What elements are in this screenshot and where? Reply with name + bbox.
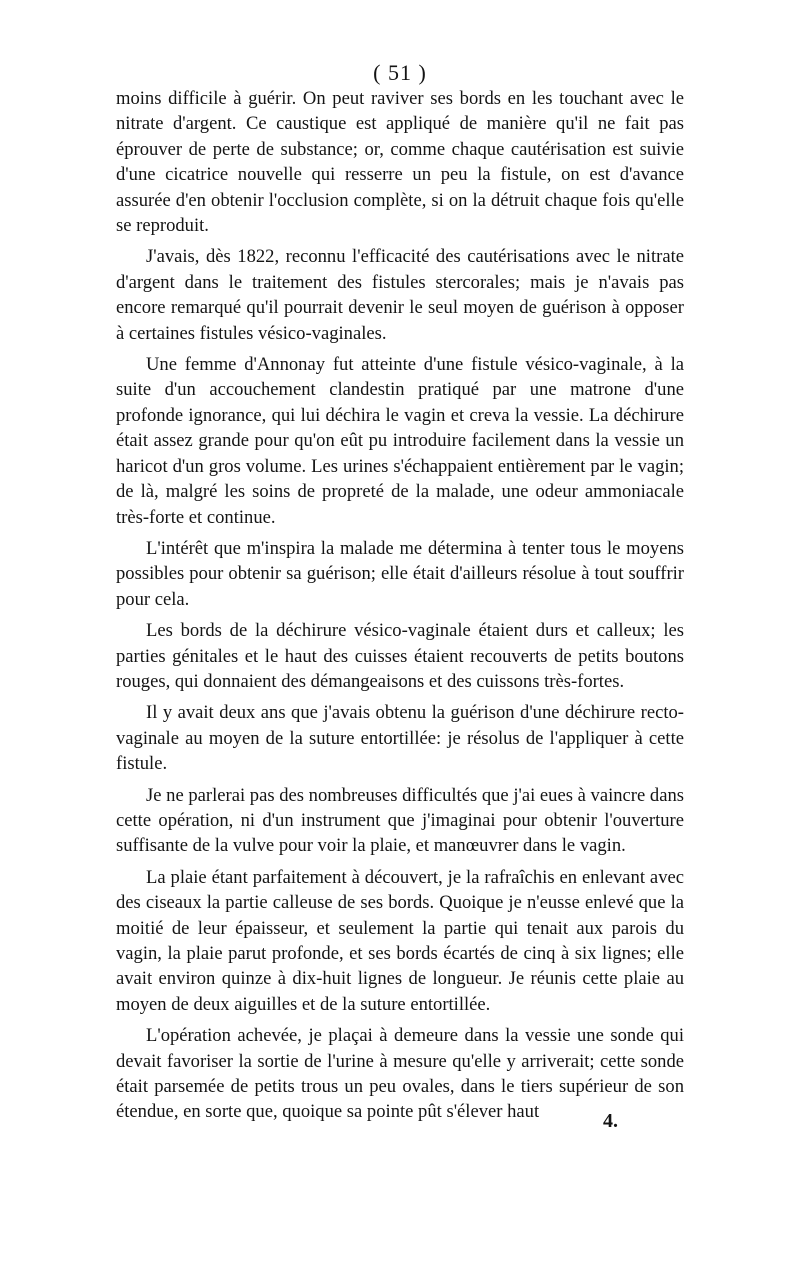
paragraph: Je ne parlerai pas des nombreuses difficultés que j'ai eues à vaincre dans cette opération, ni d'un instrument que j'imaginai pour obtenir l'ouverture suffisante de la vulve pour voir la plaie, et manœuvrer dans le vagin. bbox=[116, 784, 684, 857]
paragraph: L'opération achevée, je plaçai à demeure dans la vessie une sonde qui devait favoriser la sortie de l'urine à mesure qu'elle y arriverait; cette sonde était parsemée de petits trous un peu ovales, dans le tiers supérieur de son étendue, en sorte que, quoique sa pointe pût s'élever haut bbox=[116, 1025, 684, 1123]
paragraph: Une femme d'Annonay fut atteinte d'une fistule vésico-vaginale, à la suite d'un accouchement clandestin pratiqué par une matrone d'une profonde ignorance, qui lui déchira le vagin et creva la vessie. La déchirure était assez grande pour qu'on eût pu introduire facilement dans la vessie un haricot d'un gros volume. Les urines s'échappaient entièrement par le vagin; de là, malgré les soins de propreté de la malade, une odeur ammoniacale très-forte et continue. bbox=[116, 354, 684, 528]
paragraph: moins difficile à guérir. On peut raviver ses bords en les touchant avec le nitrate d'argent. Ce caustique est appliqué de manière qu'il ne fait pas éprouver de perte de substance; or, comme chaque cautérisation est suivie d'une cicatrice nouvelle qui resserre un peu la fistule, on est d'avance assurée d'en obtenir l'occlusion complète, si on la détruit chaque fois qu'elle se reproduit. bbox=[116, 88, 684, 237]
body-text bbox=[116, 86, 684, 1125]
page-number: ( 51 ) bbox=[373, 60, 427, 85]
paragraph: Les bords de la déchirure vésico-vaginale étaient durs et calleux; les parties génitales et le haut des cuisses étaient recouverts de petits boutons rouges, qui donnaient des démangeaisons et des cuissons très-fortes. bbox=[116, 620, 684, 692]
signature-mark: 4. bbox=[603, 1110, 618, 1132]
paragraph: L'intérêt que m'inspira la malade me détermina à tenter tous le moyens possibles pour obtenir sa guérison; elle était d'ailleurs résolue à tout souffrir pour cela. bbox=[116, 537, 684, 610]
paragraph: La plaie étant parfaitement à découvert, je la rafraîchis en enlevant avec des ciseaux la partie calleuse de ses bords. Quoique je n'eusse enlevé que la moitié de leur épaisseur, et seulement la partie qui tenait aux parois du vagin, la plaie parut profonde, et ses bords écartés de cinq à six lignes; elle avait environ quinze à dix-huit lignes de longueur. Je réunis cette plaie au moyen de deux aiguilles et de la suture entortillée. bbox=[116, 866, 684, 1015]
paragraph: J'avais, dès 1822, reconnu l'efficacité des cautérisations avec le nitrate d'argent dans le traitement des fistules stercorales; mais je n'avais pas encore remarqué qu'il pourrait devenir le seul moyen de guérison à opposer à certaines fistules vésico-vaginales. bbox=[116, 246, 684, 344]
paragraph: Il y avait deux ans que j'avais obtenu la guérison d'une déchirure recto-vaginale au moyen de la suture entortillée: je résolus de l'appliquer à cette fistule. bbox=[116, 702, 684, 775]
